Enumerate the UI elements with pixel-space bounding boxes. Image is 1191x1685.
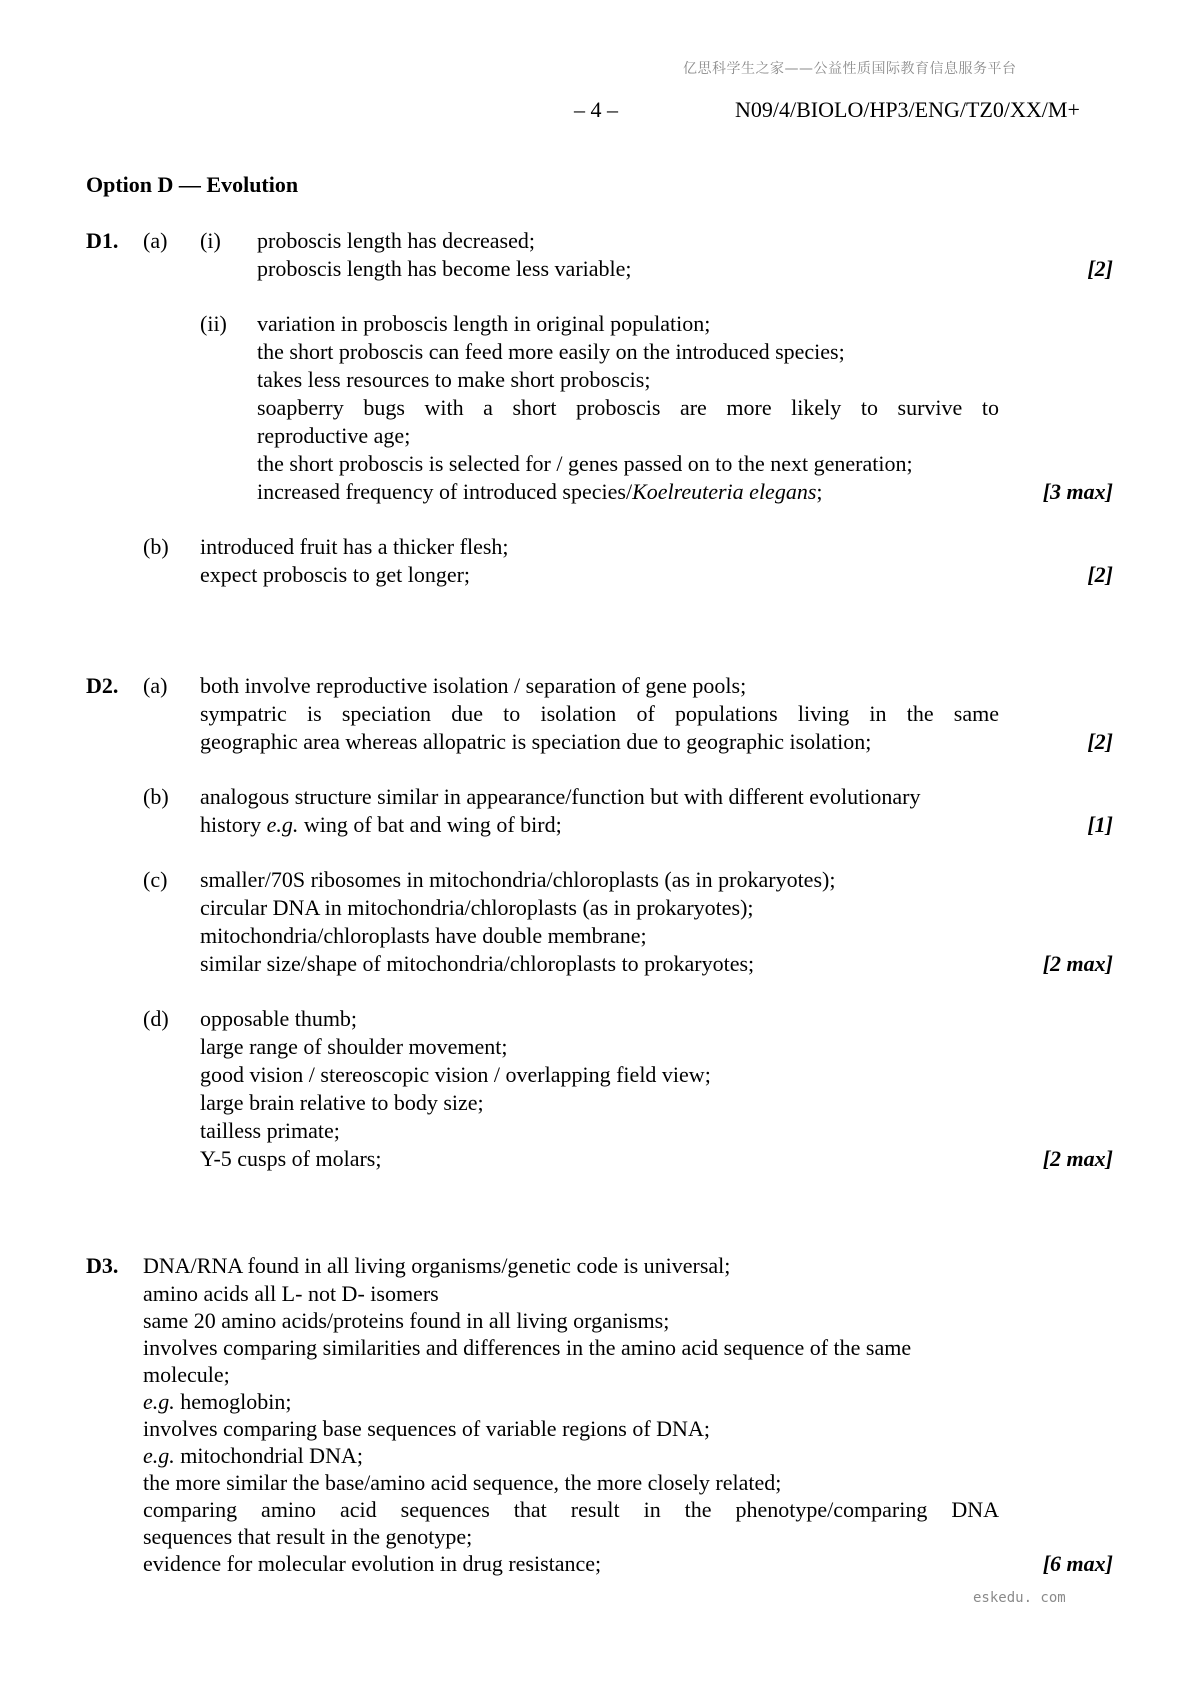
d1-b-line-2: expect proboscis to get longer; [200,562,471,587]
section-title: Option D — Evolution [86,172,299,197]
d1-a-ii-line-6: the short proboscis is selected for / genes passed on to the next generation; [257,451,913,476]
d2-a-line-1: both involve reproductive isolation / separation of gene pools; [200,673,747,698]
d2-d-line-2: large range of shoulder movement; [200,1034,508,1059]
d2-a-line-2: sympatric is speciation due to isolation of populations living in the same [200,701,999,726]
d3-line-8-post: mitochondrial DNA; [174,1443,363,1468]
d2-d-line-5: tailless primate; [200,1118,340,1143]
d2-b-line-1: analogous structure similar in appearance/function but with different evolutionary [200,784,921,809]
d2-b-line-2 [200,811,562,839]
d2-d-line-4: large brain relative to body size; [200,1090,484,1115]
d1-b-label: (b) [143,534,169,559]
d3-line-2: amino acids all L- not D- isomers [143,1281,439,1306]
d3-line-8 [143,1442,363,1470]
d3-line-6-post: hemoglobin; [174,1389,292,1414]
question-d3-label: D3. [86,1253,119,1278]
d2-b-label: (b) [143,784,169,809]
d2-b-line-2-pre: history [200,812,267,837]
d3-line-5: molecule; [143,1362,230,1387]
d1-a-ii-line-4: soapberry bugs with a short proboscis are more likely to survive to [257,395,999,420]
d1-a-ii-line-1: variation in proboscis length in original population; [257,311,711,336]
d3-marks: [6 max] [1042,1551,1113,1576]
d2-c-line-2: circular DNA in mitochondria/chloroplasts (as in prokaryotes); [200,895,754,920]
question-d1-label: D1. [86,228,119,253]
d3-line-3: same 20 amino acids/proteins found in all living organisms; [143,1308,670,1333]
d3-line-12: evidence for molecular evolution in drug resistance; [143,1551,602,1576]
d2-b-marks: [1] [1087,812,1113,837]
d3-line-6 [143,1388,291,1416]
watermark-top: 亿思科学生之家——公益性质国际教育信息服务平台 [683,61,1017,77]
d2-c-line-4: similar size/shape of mitochondria/chloroplasts to prokaryotes; [200,951,755,976]
d1-a-i-line-2: proboscis length has become less variable; [257,256,632,281]
eg-abbreviation: e.g. [143,1389,175,1414]
d3-line-1: DNA/RNA found in all living organisms/genetic code is universal; [143,1253,731,1278]
document-code: N09/4/BIOLO/HP3/ENG/TZ0/XX/M+ [735,97,1080,122]
d1-a-ii-marks: [3 max] [1042,479,1113,504]
d2-c-label: (c) [143,867,168,892]
d3-line-10: comparing amino acid sequences that result in the phenotype/comparing DNA [143,1497,999,1522]
d1-a-ii-line-7-post: ; [816,479,823,504]
d1-a-ii-line-7 [257,478,823,506]
species-name: Koelreuteria elegans [632,479,817,504]
d1-a-ii-line-2: the short proboscis can feed more easily on the introduced species; [257,339,845,364]
d1-a-ii-line-7-pre: increased frequency of introduced species/ [257,479,633,504]
page-number: – 4 – [574,97,618,122]
d1-a-ii-line-5: reproductive age; [257,423,411,448]
d1-a-i-label: (i) [200,228,221,253]
question-d2-label: D2. [86,673,119,698]
d2-d-line-1: opposable thumb; [200,1006,358,1031]
d1-a-label: (a) [143,228,168,253]
d2-c-marks: [2 max] [1042,951,1113,976]
d3-line-11: sequences that result in the genotype; [143,1524,473,1549]
d2-c-line-3: mitochondria/chloroplasts have double membrane; [200,923,647,948]
d2-c-line-1: smaller/70S ribosomes in mitochondria/chloroplasts (as in prokaryotes); [200,867,836,892]
d3-line-9: the more similar the base/amino acid sequence, the more closely related; [143,1470,782,1495]
watermark-bottom: eskedu. com [973,1590,1066,1606]
d3-line-4: involves comparing similarities and differences in the amino acid sequence of the same [143,1335,912,1360]
d1-a-ii-label: (ii) [200,311,227,336]
eg-abbreviation: e.g. [143,1443,175,1468]
d1-a-i-marks: [2] [1087,256,1113,281]
d1-a-i-line-1: proboscis length has decreased; [257,228,535,253]
d2-a-marks: [2] [1087,729,1113,754]
d1-b-line-1: introduced fruit has a thicker flesh; [200,534,509,559]
d1-a-ii-line-3: takes less resources to make short proboscis; [257,367,651,392]
d2-d-line-3: good vision / stereoscopic vision / overlapping field view; [200,1062,711,1087]
d2-a-label: (a) [143,673,168,698]
d2-d-marks: [2 max] [1042,1146,1113,1171]
d2-d-line-6: Y-5 cusps of molars; [200,1146,382,1171]
d2-b-line-2-post: wing of bat and wing of bird; [298,812,562,837]
d1-b-marks: [2] [1087,562,1113,587]
d2-a-line-3: geographic area whereas allopatric is speciation due to geographic isolation; [200,729,872,754]
eg-abbreviation: e.g. [266,812,299,837]
d3-line-7: involves comparing base sequences of variable regions of DNA; [143,1416,710,1441]
d2-d-label: (d) [143,1006,169,1031]
